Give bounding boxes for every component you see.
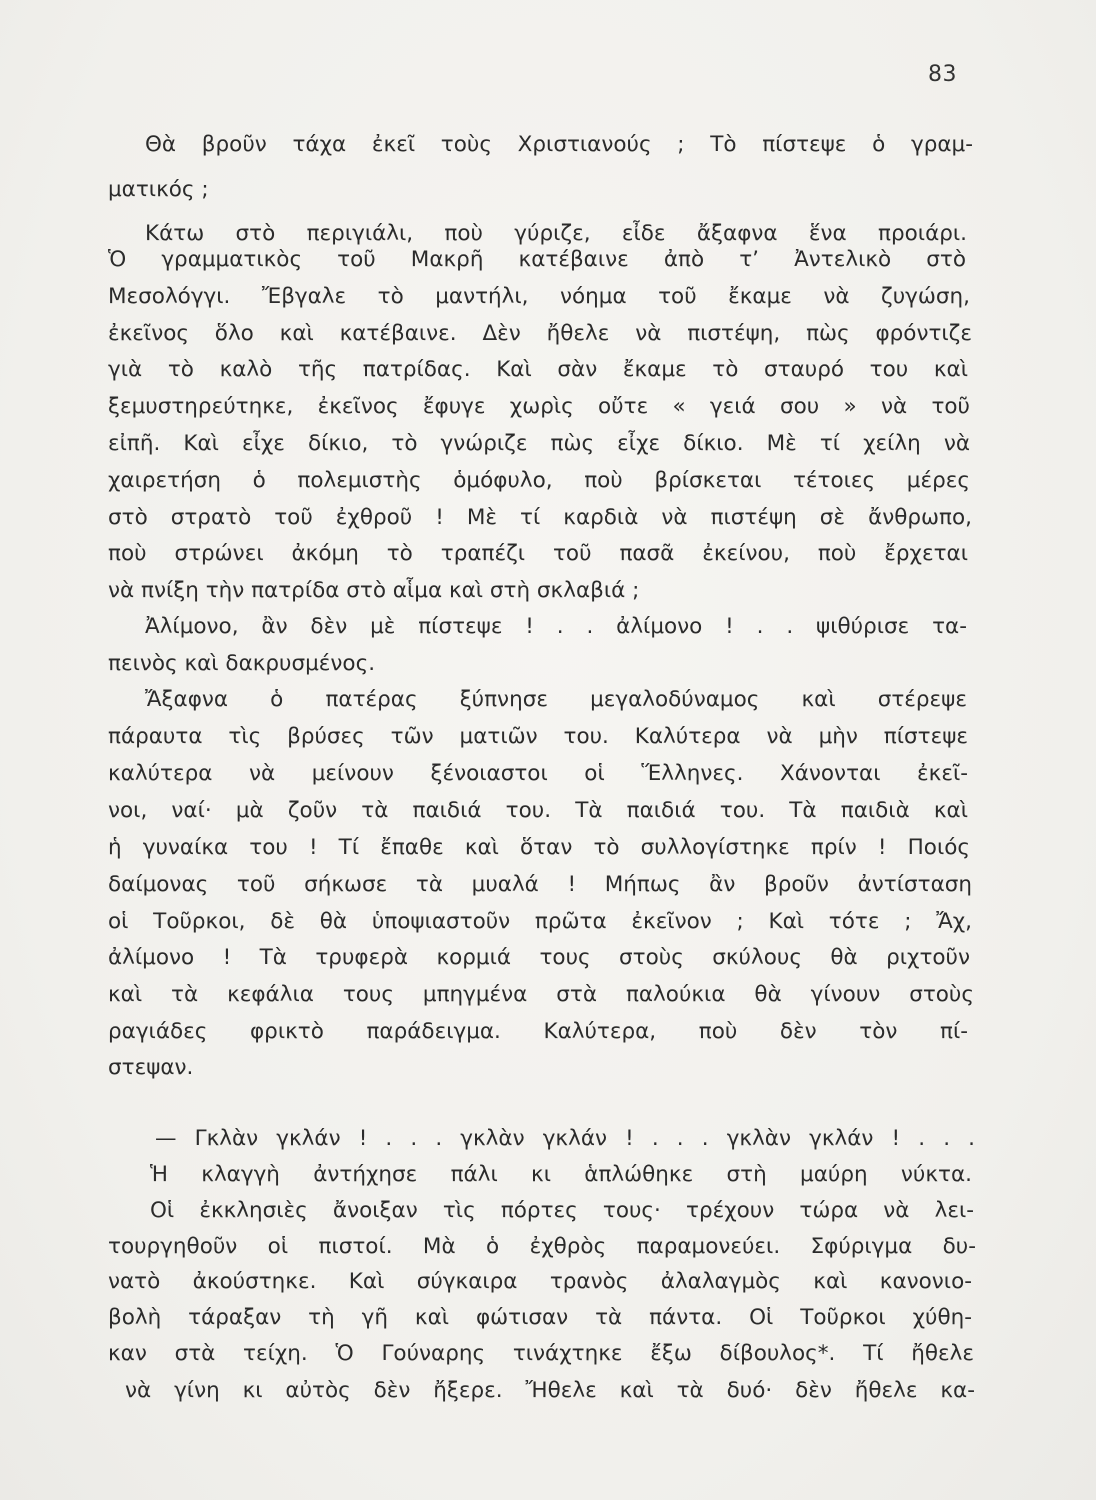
text-line: στεψαν.	[108, 1055, 194, 1080]
text-line: Ἄξαφνα ὁ πατέρας ξύπνησε μεγαλοδύναμος καὶ στέρεψε	[145, 687, 967, 712]
text-line: εἰπῆ. Καὶ εἶχε δίκιο, τὸ γνώριζε πὼς εἶχε δίκιο. Μὲ τί χείλη νὰ	[108, 431, 970, 456]
text-line: Κάτω στὸ περιγιάλι, ποὺ γύριζε, εἶδε ἄξαφνα ἕνα προιάρι.	[145, 221, 967, 246]
text-line: στὸ στρατὸ τοῦ ἐχθροῦ ! Μὲ τί καρδιὰ νὰ πιστέψη σὲ ἄνθρωπο,	[108, 505, 972, 530]
text-line: ποὺ στρώνει ἀκόμη τὸ τραπέζι τοῦ πασᾶ ἐκείνου, ποὺ ἔρχεται	[108, 541, 968, 566]
text-line: ματικός ;	[108, 177, 209, 202]
text-line: νοι, ναί· μὰ ζοῦν τὰ παιδιά του. Τὰ παιδιά του. Τὰ παιδιὰ καὶ	[108, 798, 968, 823]
text-line: χαιρετήση ὁ πολεμιστὴς ὁμόφυλο, ποὺ βρίσκεται τέτοιες μέρες	[108, 468, 970, 493]
text-line: πάραυτα τὶς βρύσες τῶν ματιῶν του. Καλύτερα νὰ μὴν πίστεψε	[108, 724, 968, 749]
text-line: Οἱ ἐκκλησιὲς ἄνοιξαν τὶς πόρτες τους· τρέχουν τώρα νὰ λει-	[150, 1198, 974, 1223]
text-line: οἱ Τοῦρκοι, δὲ θὰ ὑποψιαστοῦν πρῶτα ἐκεῖνον ; Καὶ τότε ; Ἄχ,	[108, 909, 972, 934]
text-line: γιὰ τὸ καλὸ τῆς πατρίδας. Καὶ σὰν ἔκαμε τὸ σταυρό του καὶ	[108, 357, 968, 382]
text-line: πεινὸς καὶ δακρυσμένος.	[108, 651, 376, 676]
text-line: Θὰ βροῦν τάχα ἐκεῖ τοὺς Χριστιανούς ; Τὸ πίστεψε ὁ γραμ-	[145, 132, 973, 157]
text-line: Ὁ γραμματικὸς τοῦ Μακρῆ κατέβαινε ἀπὸ τ’ Ἀντελικὸ στὸ	[108, 247, 966, 272]
text-line: νὰ πνίξη τὴν πατρίδα στὸ αἷμα καὶ στὴ σκλαβιά ;	[108, 578, 640, 603]
text-line: τουργηθοῦν οἱ πιστοί. Μὰ ὁ ἐχθρὸς παραμονεύει. Σφύριγμα δυ-	[108, 1234, 976, 1259]
text-line: ἐκεῖνος ὅλο καὶ κατέβαινε. Δὲν ἤθελε νὰ πιστέψη, πὼς φρόντιζε	[108, 321, 972, 346]
text-line: Ἡ κλαγγὴ ἀντήχησε πάλι κι ἁπλώθηκε στὴ μαύρη νύκτα.	[150, 1162, 972, 1187]
text-line: καν στὰ τείχη. Ὁ Γούναρης τινάχτηκε ἔξω δίβουλος*. Τί ἤθελε	[108, 1341, 974, 1366]
page-number: 83	[928, 62, 957, 87]
text-line: ραγιάδες φρικτὸ παράδειγμα. Καλύτερα, ποὺ δὲν τὸν πί-	[108, 1019, 968, 1044]
text-line: Μεσολόγγι. Ἔβγαλε τὸ μαντήλι, νόημα τοῦ ἔκαμε νὰ ζυγώση,	[108, 284, 970, 309]
text-line: ἡ γυναίκα του ! Τί ἔπαθε καὶ ὅταν τὸ συλλογίστηκε πρίν ! Ποιός	[108, 835, 970, 860]
text-line: καλύτερα νὰ μείνουν ξένοιαστοι οἱ Ἕλληνες. Χάνονται ἐκεῖ-	[108, 761, 968, 786]
text-line: βολὴ τάραξαν τὴ γῆ καὶ φώτισαν τὰ πάντα. Οἱ Τοῦρκοι χύθη-	[108, 1305, 972, 1330]
text-line: ξεμυστηρεύτηκε, ἐκεῖνος ἔφυγε χωρὶς οὔτε « γειά σου » νὰ τοῦ	[108, 394, 970, 419]
text-line: δαίμονας τοῦ σήκωσε τὰ μυαλά ! Μήπως ἂν βροῦν ἀντίσταση	[108, 872, 972, 897]
text-line: καὶ τὰ κεφάλια τους μπηγμένα στὰ παλούκια θὰ γίνουν στοὺς	[108, 982, 974, 1007]
text-line: — Γκλὰν γκλάν ! . . . γκλὰν γκλάν ! . . . γκλὰν γκλάν ! . . .	[155, 1126, 975, 1151]
text-line: νὰ γίνη κι αὐτὸς δὲν ἤξερε. Ἤθελε καὶ τὰ δυό· δὲν ἤθελε κα-	[125, 1378, 975, 1403]
text-line: ἀλίμονο ! Τὰ τρυφερὰ κορμιά τους στοὺς σκύλους θὰ ριχτοῦν	[108, 945, 970, 970]
text-line: Ἀλίμονο, ἂν δὲν μὲ πίστεψε ! . . ἀλίμονο ! . . ψιθύρισε τα-	[145, 614, 967, 639]
text-line: νατὸ ἀκούστηκε. Καὶ σύγκαιρα τρανὸς ἀλαλαγμὸς καὶ κανονιο-	[108, 1269, 972, 1294]
